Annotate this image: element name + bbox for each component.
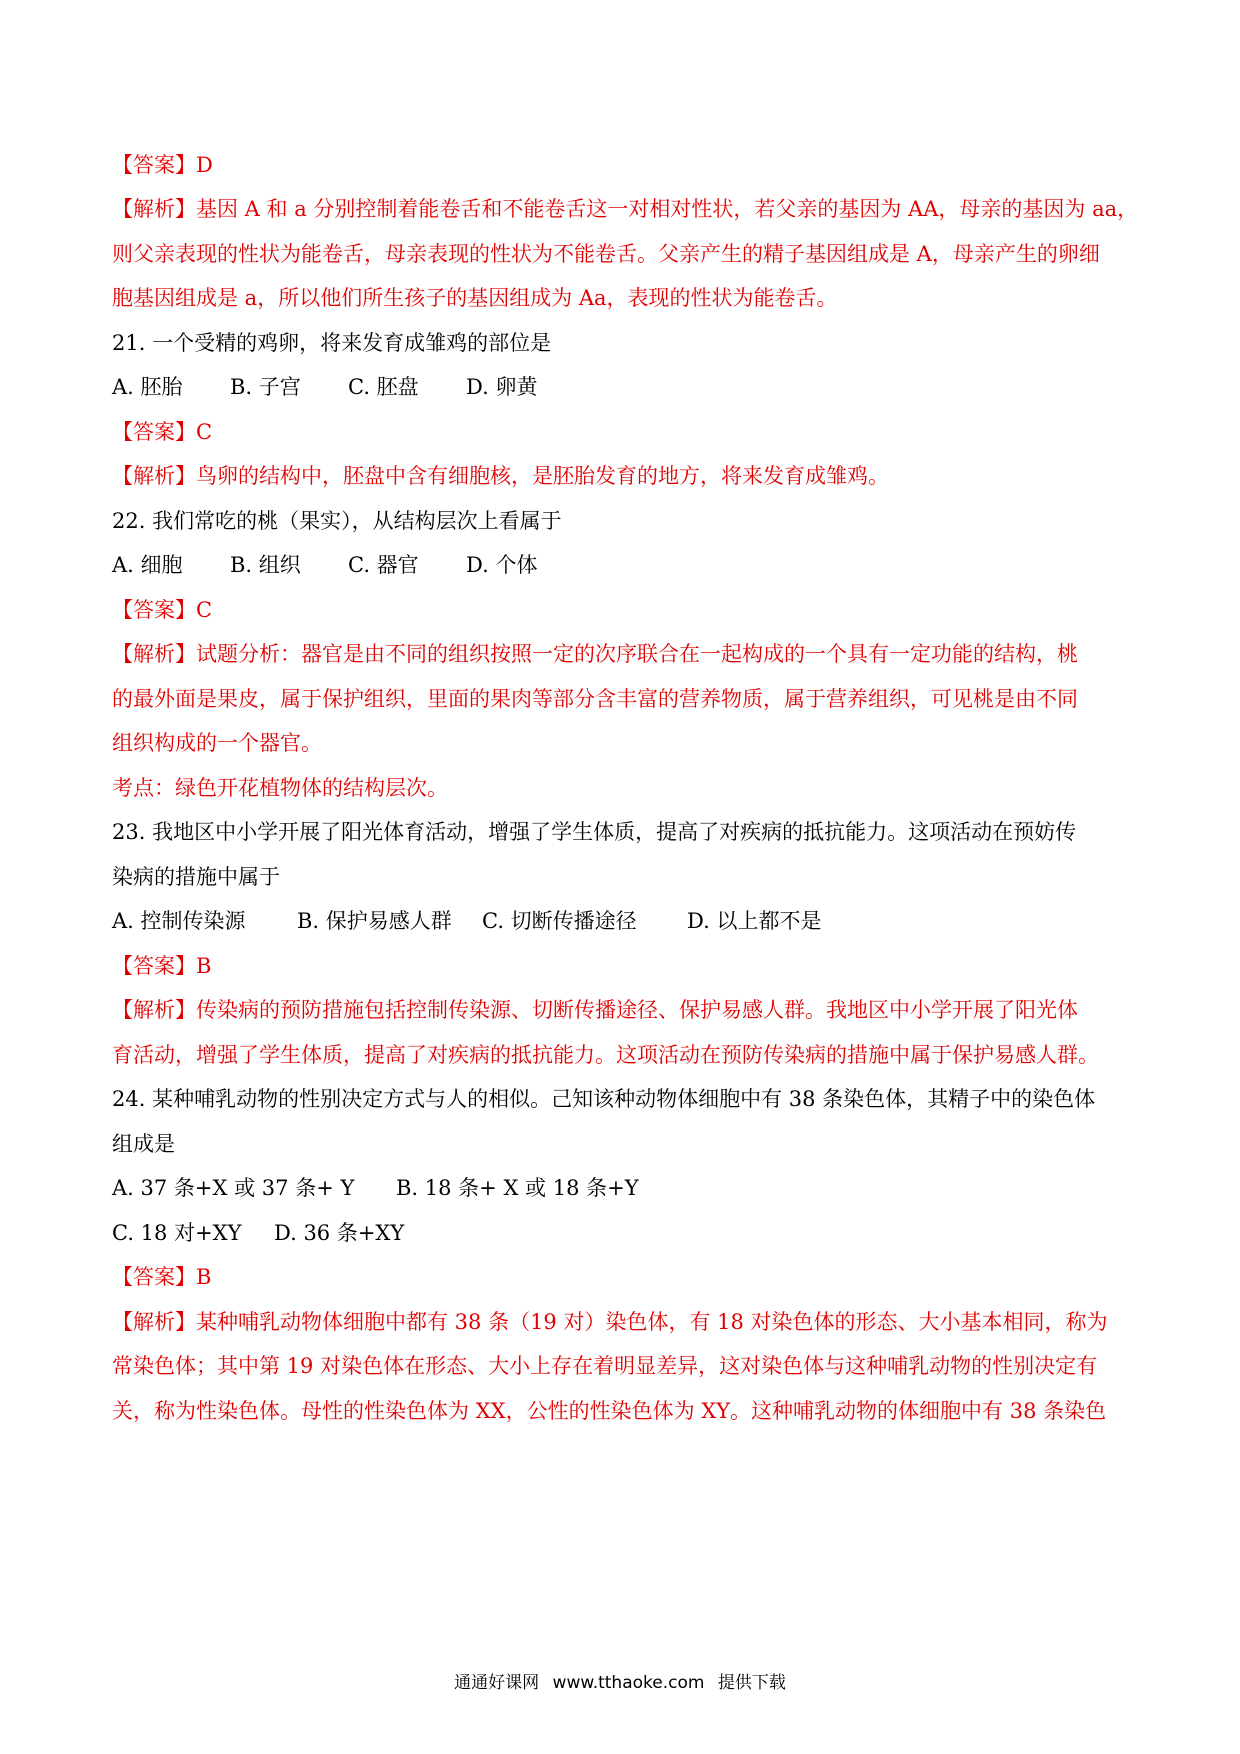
footer-suffix: 提供下载 [717,1673,786,1693]
question-23-line2: 染病的措施中属于 [112,865,280,889]
question-21-options [112,372,537,402]
option-b: B. 保护易感人群 [297,909,452,933]
question-24-options-row1 [112,1173,639,1203]
question-22: 22. 我们常吃的桃（果实），从结构层次上看属于 [112,509,562,533]
explanation-24-line1: 【解析】某种哺乳动物体细胞中都有 38 条（19 对）染色体，有 18 对染色体的形态、大小基本相同，称为 [112,1310,1108,1334]
option-b: B. 18 条+ X 或 18 条+Y [396,1176,639,1200]
option-d: D. 个体 [466,553,538,577]
option-b: B. 组织 [230,553,301,577]
explanation-21-line1: 【解析】鸟卵的结构中，胚盘中含有细胞核，是胚胎发育的地方，将来发育成雏鸡。 [112,464,889,488]
option-c: C. 切断传播途径 [482,909,637,933]
explanation-20-line1: 【解析】基因 A 和 a 分别控制着能卷舌和不能卷舌这一对相对性状，若父亲的基因为 AA，母亲的基因为 aa， [112,197,1139,221]
explanation-22-line3: 组织构成的一个器官。 [112,731,322,755]
option-c: C. 器官 [348,553,419,577]
answer-21: 【答案】C [112,420,213,444]
explanation-20-line3: 胞基因组成是 a，所以他们所生孩子的基因组成为 Aa，表现的性状为能卷舌。 [112,286,838,310]
option-d: D. 以上都不是 [687,909,822,933]
page-footer [0,1668,1240,1693]
question-24-line2: 组成是 [112,1132,175,1156]
question-23-options [112,906,821,936]
option-a: A. 细胞 [112,553,183,577]
question-21: 21. 一个受精的鸡卵，将来发育成雏鸡的部位是 [112,331,552,355]
question-22-options [112,550,537,580]
option-b: B. 子宫 [230,375,301,399]
question-24-line1: 24. 某种哺乳动物的性别决定方式与人的相似。己知该种动物体细胞中有 38 条染色体，其精子中的染色体 [112,1087,1096,1111]
explanation-22-line2: 的最外面是果皮，属于保护组织，里面的果肉等部分含丰富的营养物质，属于营养组织，可见桃是由不同 [112,687,1078,711]
footer-site-name: 通通好课网 [454,1673,540,1693]
option-c: C. 胚盘 [348,375,419,399]
explanation-20-line2: 则父亲表现的性状为能卷舌，母亲表现的性状为不能卷舌。父亲产生的精子基因组成是 A，母亲产生的卵细 [112,242,1100,266]
option-a: A. 37 条+X 或 37 条+ Y [112,1176,355,1200]
option-d: D. 卵黄 [466,375,538,399]
explanation-24-line3: 关，称为性染色体。母性的性染色体为 XX，公性的性染色体为 XY。这种哺乳动物的体细胞中有 38 条染色 [112,1399,1107,1423]
option-a: A. 胚胎 [112,375,183,399]
answer-24: 【答案】B [112,1265,212,1289]
explanation-24-line2: 常染色体；其中第 19 对染色体在形态、大小上存在着明显差异，这对染色体与这种哺乳动物的性别决定有 [112,1354,1098,1378]
key-point-22: 考点：绿色开花植物体的结构层次。 [112,776,448,800]
option-a: A. 控制传染源 [112,909,246,933]
question-24-options-row2 [112,1218,404,1248]
question-23-line1: 23. 我地区中小学开展了阳光体育活动，增强了学生体质，提高了对疾病的抵抗能力。这项活动在预妨传 [112,820,1077,844]
option-c: C. 18 对+XY [112,1221,242,1245]
answer-20: 【答案】D [112,153,213,177]
answer-23: 【答案】B [112,954,212,978]
option-d: D. 36 条+XY [274,1221,405,1245]
explanation-23-line1: 【解析】传染病的预防措施包括控制传染源、切断传播途径、保护易感人群。我地区中小学开展了阳光体 [112,998,1078,1022]
footer-url[interactable]: www.tthaoke.com [552,1673,705,1693]
explanation-23-line2: 育活动，增强了学生体质，提高了对疾病的抵抗能力。这项活动在预防传染病的措施中属于保护易感人群。 [112,1043,1099,1067]
answer-22: 【答案】C [112,598,213,622]
explanation-22-line1: 【解析】试题分析：器官是由不同的组织按照一定的次序联合在一起构成的一个具有一定功能的结构，桃 [112,642,1078,666]
